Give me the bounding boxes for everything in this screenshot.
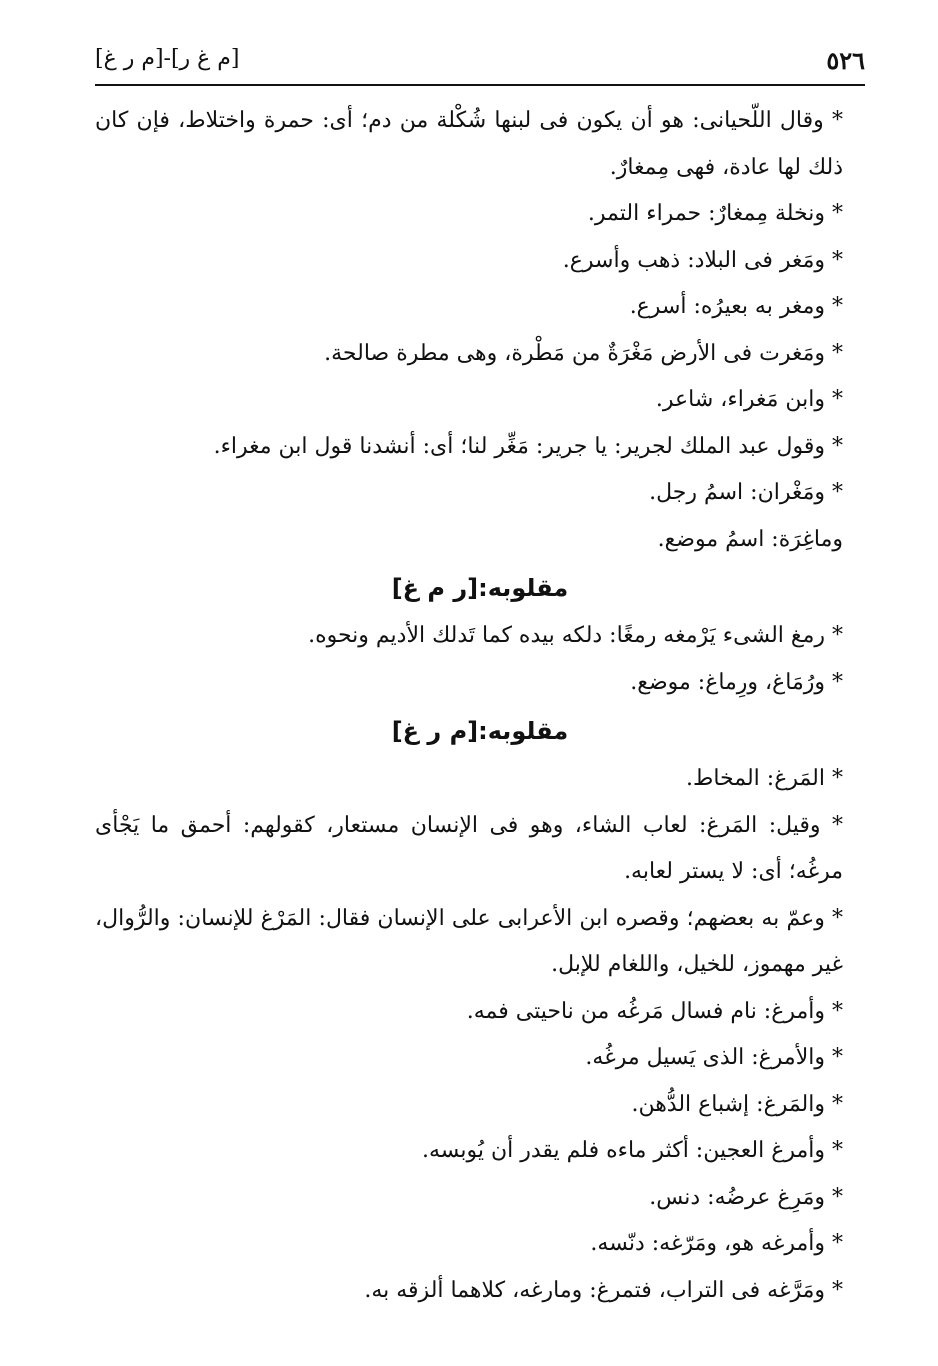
entry-paragraph: * ومَغرت فى الأرض مَغْرَةٌ من مَطْرة، وهى مطرة صالحة. (324, 340, 843, 366)
entry-paragraph: * وقول عبد الملك لجرير: يا جرير: مَغِّر لنا؛ أى: أنشدنا قول ابن مغراء. (213, 433, 843, 459)
entry-paragraph: * ومَرَّغه فى التراب، فتمرغ: ومارغه، كلاهما ألزقه به. (364, 1277, 843, 1303)
entry-paragraph: * وابن مَغراء، شاعر. (655, 387, 843, 412)
entry-paragraph: * ومَغر فى البلاد: ذهب وأسرع. (562, 247, 843, 273)
entry-paragraph: * ورُمَاغ، ورِماغ: موضع. (630, 669, 843, 695)
entry-paragraph: * وقال اللّحيانى: هو أن يكون فى لبنها شُكْلة من دم؛ أى: حمرة واختلاط، فإن كان ذلك لها عادة، فهى مِمغارٌ. (95, 108, 843, 180)
entry-paragraph: * وأمرغه هو، ومَرّغه: دنّسه. (590, 1231, 843, 1256)
entry-paragraph: * وأمرغ: نام فسال مَرغُه من ناحيتى فمه. (466, 998, 843, 1024)
page-header (95, 40, 865, 86)
entry-paragraph: * والأمرغ: الذى يَسيل مرغُه. (585, 1045, 843, 1070)
entry-paragraph: * وقيل: المَرغ: لعاب الشاء، وهو فى الإنسان مستعار، كقولهم: أحمق ما يَجْأى مرغُه؛ أى: لا يستر لعابه. (95, 812, 843, 884)
page-number: ٥٢٦ (826, 46, 865, 75)
entry-paragraph: * ومغر به بعيرُه: أسرع. (629, 294, 843, 319)
entry-paragraph: * وأمرغ العجين: أكثر ماءه فلم يقدر أن يُوبسه. (421, 1138, 843, 1163)
entry-paragraph: * المَرغ: المخاط. (686, 766, 843, 791)
entry-paragraph: * رمغ الشىء يَرْمغه رمغًا: دلكه بيده كما تَدلك الأديم ونحوه. (308, 623, 843, 648)
section-heading: مقلوبه:[م ر غ] (391, 717, 569, 745)
entry-paragraph: * وعمّ به بعضهم؛ وقصره ابن الأعرابى على الإنسان فقال: المَرْغ للإنسان: والرُّوال، غير مهموز، للخيل، واللغام للإبل. (95, 905, 843, 977)
entry-paragraph: وماغِرَة: اسمُ موضع. (657, 526, 843, 552)
section-heading: مقلوبه:[ر م غ] (391, 574, 569, 602)
entry-paragraph: * ومَغْران: اسمُ رجل. (649, 480, 843, 505)
entry-paragraph: * ونخلة مِمغارٌ: حمراء التمر. (587, 201, 843, 226)
entry-paragraph: * ومَرِغ عرضُه: دنس. (649, 1184, 843, 1210)
entry-paragraph: * والمَرغ: إشباع الدُّهن. (631, 1091, 843, 1117)
running-head: [م غ ر]-[م ر غ] (95, 46, 240, 71)
page-body (95, 98, 865, 1314)
